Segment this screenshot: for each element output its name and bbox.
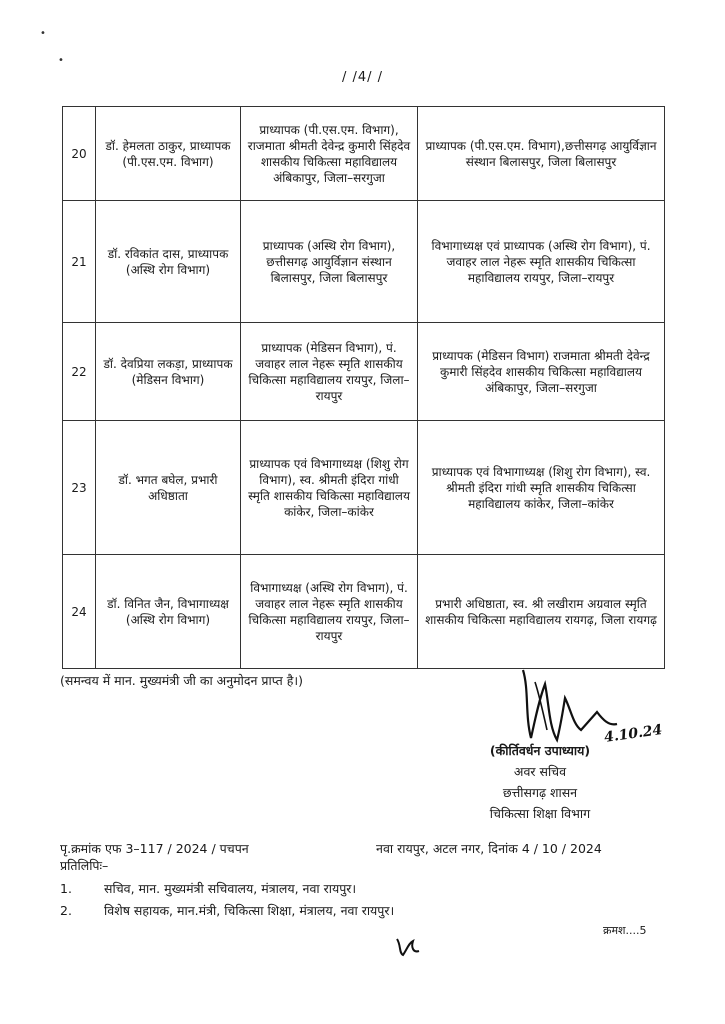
current-posting: प्राध्यापक (मेडिसन विभाग), पं. जवाहर लाल नेहरू स्मृति शासकीय चिकित्सा महाविद्यालय रायपुर, जिला–रायपुर [241,323,418,421]
table-row [63,201,665,323]
copy-item-number: 2. [60,903,72,918]
signatory-government: छत्तीसगढ़ शासन [502,785,578,800]
approval-note: (समन्वय में मान. मुख्यमंत्री जी का अनुमोदन प्राप्त है।) [60,673,303,688]
table-row [63,323,665,421]
copy-to-heading: प्रतिलिपिः– [60,858,109,873]
new-posting: प्राध्यापक एवं विभागाध्यक्ष (शिशु रोग विभाग), स्व. श्रीमती इंदिरा गांधी स्मृति शासकीय चिकित्सा महाविद्यालय कांकेर, जिला–कांकेर [418,421,665,555]
officer-name: डॉ. देवप्रिया लकड़ा, प्राध्यापक (मेडिसन विभाग) [96,323,241,421]
signatory-designation: अवर सचिव [513,764,567,779]
signatory-name: (कीर्तिवर्धन उपाध्याय) [489,743,591,758]
serial-number: 20 [63,107,96,201]
current-posting: प्राध्यापक एवं विभागाध्यक्ष (शिशु रोग विभाग), स्व. श्रीमती इंदिरा गांधी स्मृति शासकीय चिकित्सा महाविद्यालय कांकेर, जिला–कांकेर [241,421,418,555]
signature-block [440,740,640,824]
copy-item [60,880,356,897]
table-row [63,421,665,555]
continued-marker: क्रमश....5 [603,924,647,937]
officer-name: डॉ. रविकांत दास, प्राध्यापक (अस्थि रोग विभाग) [96,201,241,323]
handwritten-date: 4.10.24 [603,722,664,746]
copy-item-text: सचिव, मान. मुख्यमंत्री सचिवालय, मंत्रालय, नवा रायपुर। [104,881,357,896]
serial-number: 23 [63,421,96,555]
officer-name: डॉ. हेमलता ठाकुर, प्राध्यापक (पी.एस.एम. विभाग) [96,107,241,201]
officer-name: डॉ. भगत बघेल, प्रभारी अधिष्ठाता [96,421,241,555]
place-and-date: नवा रायपुर, अटल नगर, दिनांक 4 / 10 / 2024 [376,841,602,856]
current-posting: प्राध्यापक (पी.एस.एम. विभाग), राजमाता श्रीमती देवेन्द्र कुमारी सिंहदेव शासकीय चिकित्सा महाविद्यालय अंबिकापुर, जिला–सरगुजा [241,107,418,201]
signatory-department: चिकित्सा शिक्षा विभाग [489,806,591,821]
current-posting: विभागाध्यक्ष (अस्थि रोग विभाग), पं. जवाहर लाल नेहरू स्मृति शासकीय चिकित्सा महाविद्यालय रायपुर, जिला–रायपुर [241,555,418,669]
serial-number: 22 [63,323,96,421]
copy-item-text: विशेष सहायक, मान.मंत्री, चिकित्सा शिक्षा, मंत्रालय, नवा रायपुर। [104,903,395,918]
copy-item-number: 1. [60,881,72,896]
serial-number: 24 [63,555,96,669]
copy-item [60,902,394,919]
reference-number: पृ.क्रमांक एफ 3–117 / 2024 / पचपन [60,841,249,856]
new-posting: विभागाध्यक्ष एवं प्राध्यापक (अस्थि रोग विभाग), पं. जवाहर लाल नेहरू स्मृति शासकीय चिकित्सा महाविद्यालय रायपुर, जिला–रायपुर [418,201,665,323]
scan-speck: • [58,55,64,66]
current-posting: प्राध्यापक (अस्थि रोग विभाग), छत्तीसगढ़ आयुर्विज्ञान संस्थान बिलासपुर, जिला बिलासपुर [241,201,418,323]
transfer-table [62,106,665,669]
scan-speck: • [40,28,46,39]
serial-number: 21 [63,201,96,323]
handwritten-initial [393,935,423,959]
table-row [63,555,665,669]
table-row [63,107,665,201]
new-posting: प्रभारी अधिष्ठाता, स्व. श्री लखीराम अग्रवाल स्मृति शासकीय चिकित्सा महाविद्यालय रायगढ़, जिला रायगढ़ [418,555,665,669]
new-posting: प्राध्यापक (पी.एस.एम. विभाग),छत्तीसगढ़ आयुर्विज्ञान संस्थान बिलासपुर, जिला बिलासपुर [418,107,665,201]
page-number: / /4/ / [341,70,384,85]
officer-name: डॉ. विनित जैन, विभागाध्यक्ष (अस्थि रोग विभाग) [96,555,241,669]
new-posting: प्राध्यापक (मेडिसन विभाग) राजमाता श्रीमती देवेन्द्र कुमारी सिंहदेव शासकीय चिकित्सा महाविद्यालय अंबिकापुर, जिला–सरगुजा [418,323,665,421]
